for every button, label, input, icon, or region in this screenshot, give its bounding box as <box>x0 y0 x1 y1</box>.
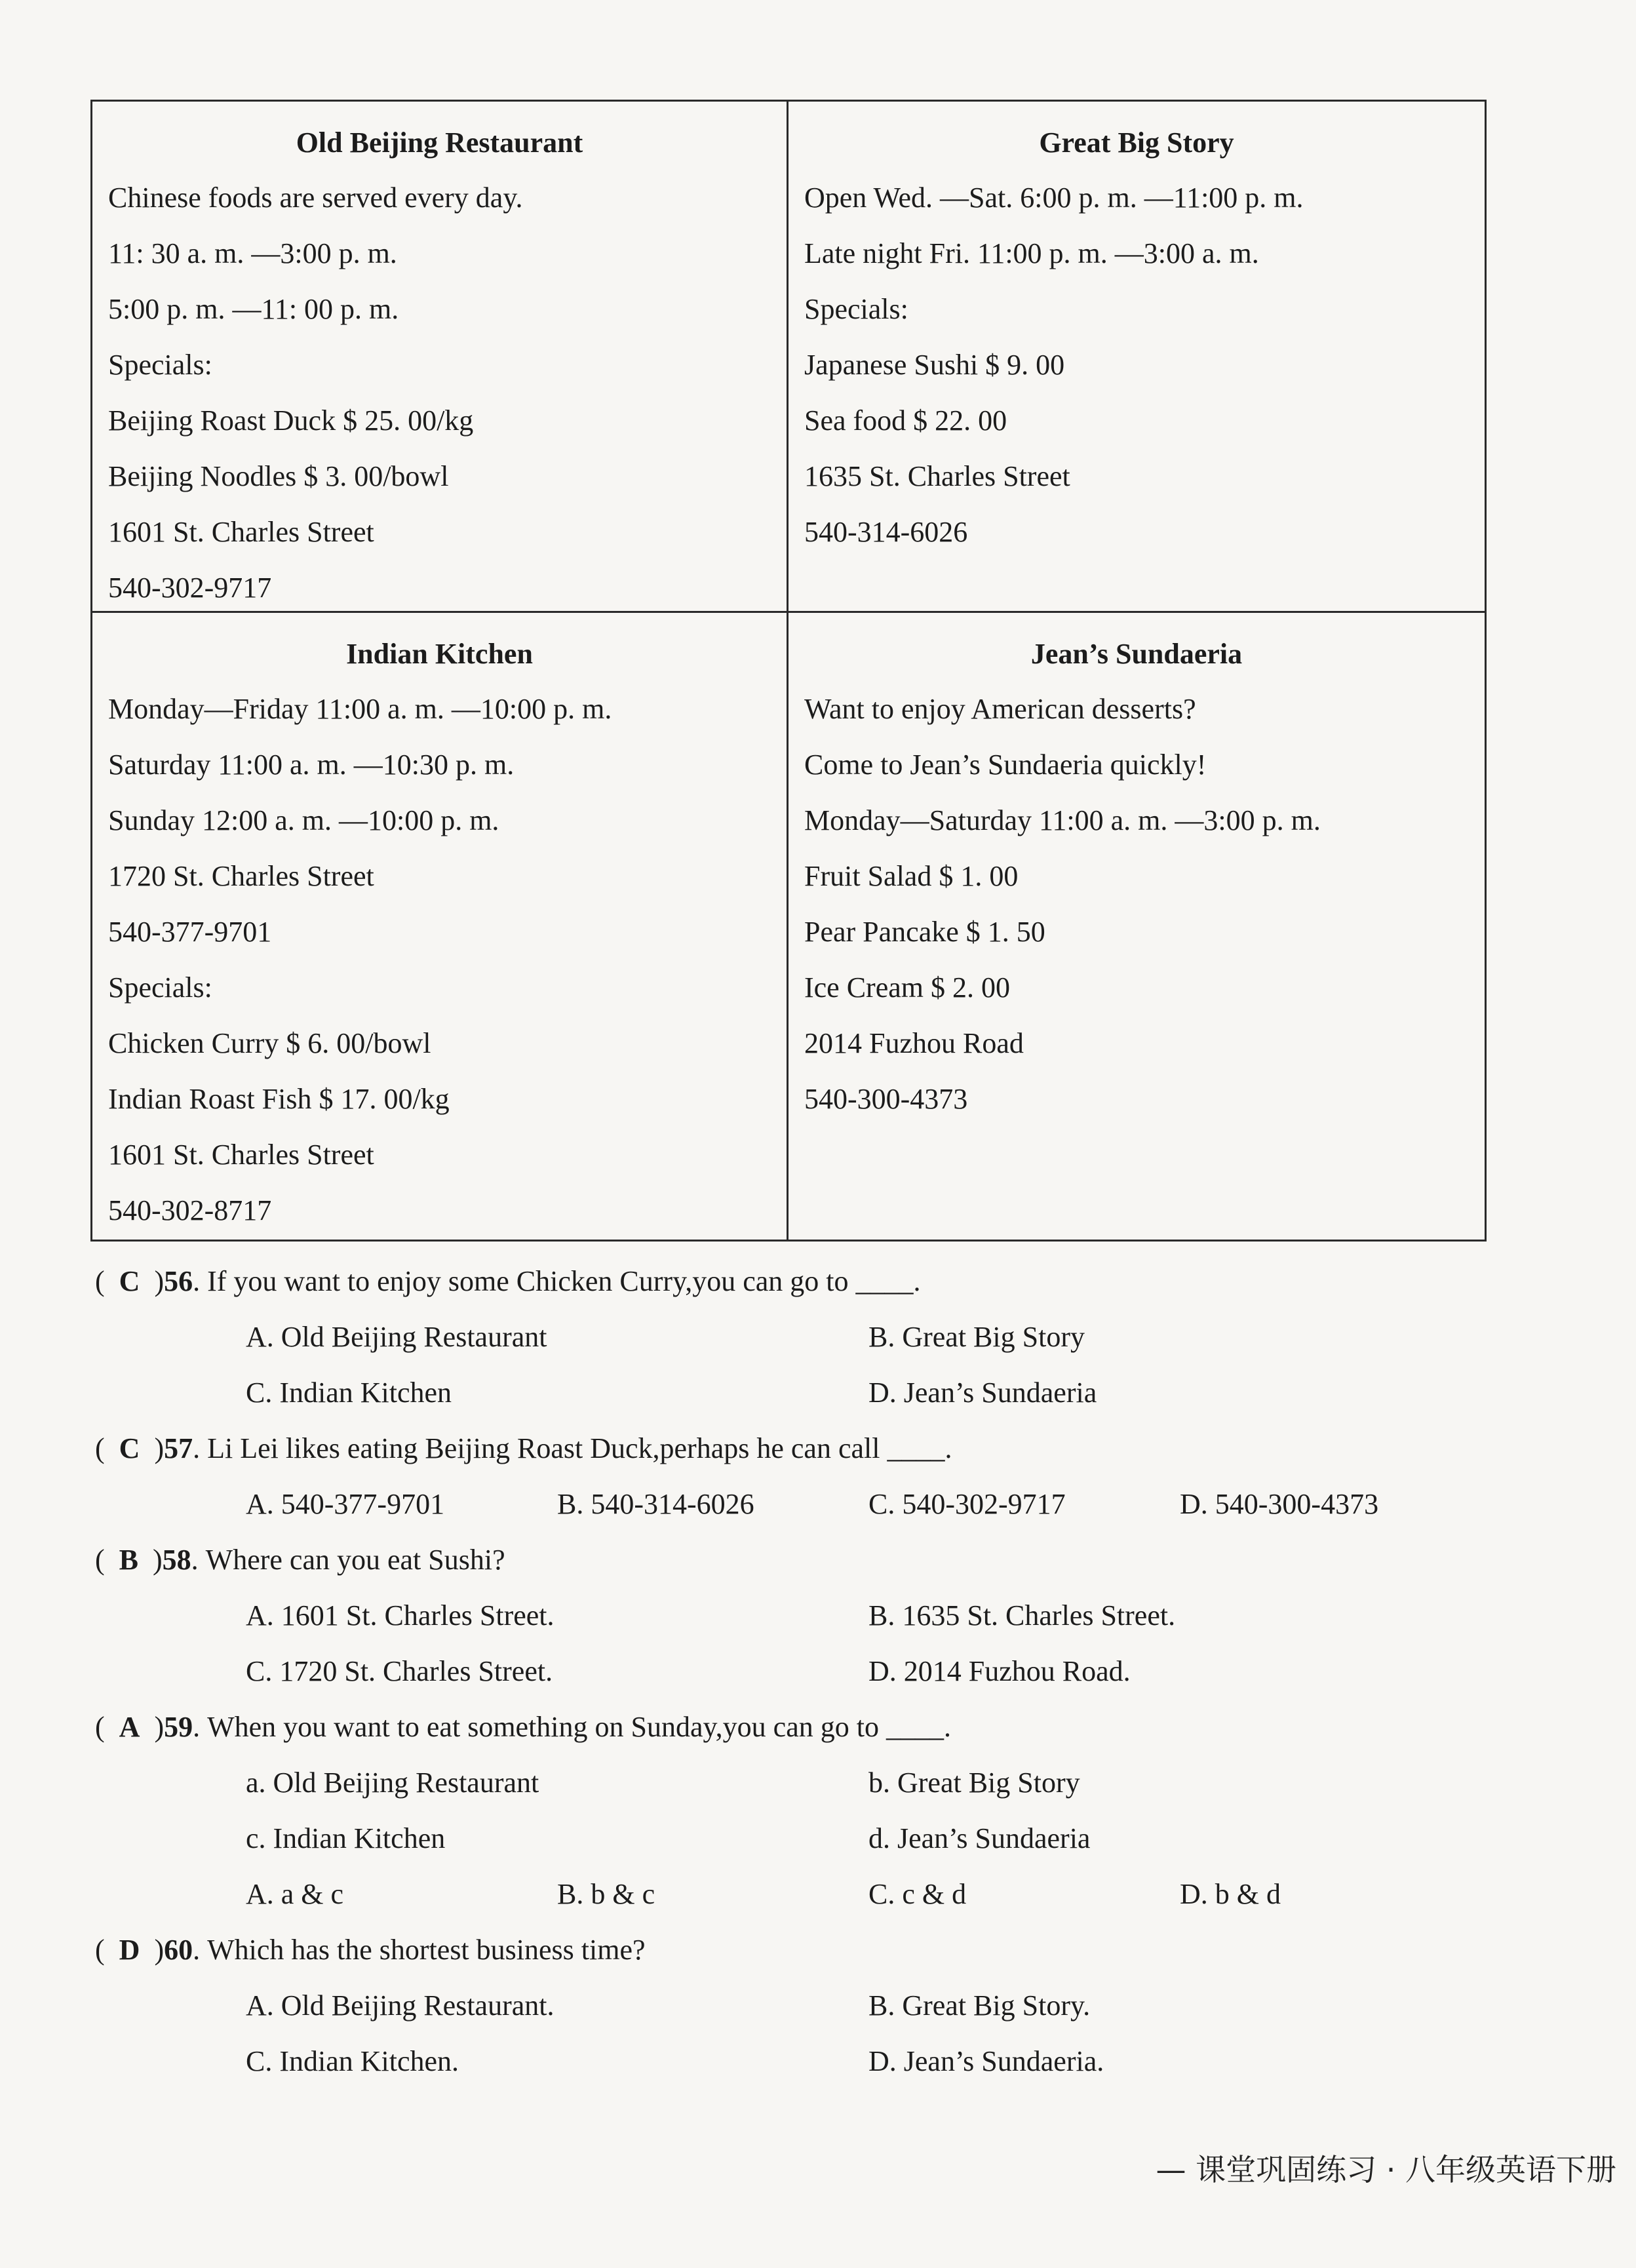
question-stem: Li Lei likes eating Beijing Roast Duck,perhaps he can call ____. <box>207 1432 952 1464</box>
info-line: Open Wed. —Sat. 6:00 p. m. —11:00 p. m. <box>804 182 1304 214</box>
answer-letter: B <box>119 1544 139 1576</box>
info-line: Come to Jean’s Sundaeria quickly! <box>804 749 1207 781</box>
restaurant-title: Old Beijing Restaurant <box>296 127 583 159</box>
option: C. 540-302-9717 <box>868 1488 1066 1520</box>
answer-paren: ( C )57. Li Lei likes eating Beijing Roast Duck,perhaps he can call ____. <box>95 1432 952 1464</box>
info-line: 540-377-9701 <box>108 916 272 948</box>
info-line: Chicken Curry $ 6. 00/bowl <box>108 1027 431 1059</box>
info-line: Monday—Friday 11:00 a. m. —10:00 p. m. <box>108 693 612 725</box>
option: B. 1635 St. Charles Street. <box>868 1599 1176 1632</box>
answer-paren: ( A )59. When you want to eat something on Sunday,you can go to ____. <box>95 1711 951 1743</box>
option: C. 1720 St. Charles Street. <box>246 1655 553 1687</box>
option-row <box>95 2033 1504 2089</box>
question-stem: If you want to enjoy some Chicken Curry,you can go to ____. <box>207 1265 921 1297</box>
info-line: Pear Pancake $ 1. 50 <box>804 916 1045 948</box>
question-stem: When you want to eat something on Sunday,you can go to ____. <box>207 1711 951 1743</box>
option-row <box>95 1309 1504 1365</box>
option: B. 540-314-6026 <box>557 1488 754 1520</box>
question-number: 59 <box>164 1711 193 1743</box>
option-row <box>95 1978 1504 2033</box>
option: D. b & d <box>1180 1878 1281 1910</box>
option-row <box>95 1755 1504 1810</box>
info-line: Ice Cream $ 2. 00 <box>804 971 1010 1004</box>
option: d. Jean’s Sundaeria <box>868 1822 1091 1854</box>
option-row <box>95 1866 1504 1922</box>
question-stem: Which has the shortest business time? <box>207 1934 646 1966</box>
option: D. Jean’s Sundaeria. <box>868 2045 1104 2077</box>
info-line: Want to enjoy American desserts? <box>804 693 1196 725</box>
option-row <box>95 1365 1504 1420</box>
answer-paren: ( C )56. If you want to enjoy some Chicken Curry,you can go to ____. <box>95 1265 921 1297</box>
question-list <box>95 1253 1504 2089</box>
info-line: 540-302-9717 <box>108 572 272 604</box>
info-line: Chinese foods are served every day. <box>108 182 523 214</box>
option: C. c & d <box>868 1878 967 1910</box>
option: D. Jean’s Sundaeria <box>868 1377 1097 1409</box>
restaurant-box-jeans-sundaeria <box>789 613 1485 1240</box>
question-58 <box>95 1532 1504 1588</box>
info-line: 540-302-8717 <box>108 1194 272 1226</box>
option: B. Great Big Story. <box>868 1989 1091 2022</box>
info-line: 1601 St. Charles Street <box>108 1139 374 1171</box>
info-line: 5:00 p. m. —11: 00 p. m. <box>108 293 399 325</box>
info-line: 1601 St. Charles Street <box>108 516 374 548</box>
info-line: Beijing Roast Duck $ 25. 00/kg <box>108 404 474 437</box>
info-line: Specials: <box>804 293 908 325</box>
question-59 <box>95 1699 1504 1755</box>
question-number: 58 <box>162 1544 191 1576</box>
info-line: 540-300-4373 <box>804 1083 968 1115</box>
restaurant-box-great-big-story <box>789 102 1485 613</box>
info-line: Specials: <box>108 349 212 381</box>
restaurant-title: Jean’s Sundaeria <box>1030 638 1243 670</box>
answer-paren: ( D )60. Which has the shortest business time? <box>95 1934 646 1966</box>
option-row <box>95 1588 1504 1643</box>
restaurant-box-old-beijing <box>92 102 789 613</box>
option: b. Great Big Story <box>868 1767 1080 1799</box>
option-row <box>95 1476 1504 1532</box>
info-line: Sunday 12:00 a. m. —10:00 p. m. <box>108 804 499 836</box>
question-number: 57 <box>164 1432 193 1464</box>
restaurant-box-indian-kitchen <box>92 613 789 1240</box>
info-line: 11: 30 a. m. —3:00 p. m. <box>108 237 397 269</box>
question-57 <box>95 1420 1504 1476</box>
info-line: Sea food $ 22. 00 <box>804 404 1007 437</box>
option-row <box>95 1810 1504 1866</box>
answer-letter: C <box>119 1265 140 1297</box>
question-56 <box>95 1253 1504 1309</box>
option: A. 1601 St. Charles Street. <box>246 1599 555 1632</box>
option: C. Indian Kitchen. <box>246 2045 459 2077</box>
option: C. Indian Kitchen <box>246 1377 452 1409</box>
option: D. 540-300-4373 <box>1180 1488 1379 1520</box>
page-footer: — 课堂巩固练习 · 八年级英语下册 <box>1156 2152 1616 2187</box>
option: A. 540-377-9701 <box>246 1488 445 1520</box>
answer-paren: ( B )58. Where can you eat Sushi? <box>95 1544 505 1576</box>
question-number: 56 <box>164 1265 193 1297</box>
info-line: 540-314-6026 <box>804 516 968 548</box>
option: a. Old Beijing Restaurant <box>246 1767 539 1799</box>
answer-letter: A <box>119 1711 140 1743</box>
info-line: Late night Fri. 11:00 p. m. —3:00 a. m. <box>804 237 1259 269</box>
info-line: Monday—Saturday 11:00 a. m. —3:00 p. m. <box>804 804 1321 836</box>
option: B. Great Big Story <box>868 1321 1085 1353</box>
info-line: 2014 Fuzhou Road <box>804 1027 1024 1059</box>
answer-letter: C <box>119 1432 140 1464</box>
question-stem: Where can you eat Sushi? <box>205 1544 505 1576</box>
info-line: 1635 St. Charles Street <box>804 460 1070 492</box>
info-line: Saturday 11:00 a. m. —10:30 p. m. <box>108 749 515 781</box>
restaurant-title: Great Big Story <box>1039 127 1234 159</box>
option: A. Old Beijing Restaurant. <box>246 1989 555 2022</box>
info-line: Indian Roast Fish $ 17. 00/kg <box>108 1083 450 1115</box>
restaurant-info-grid <box>90 100 1487 1242</box>
option: A. a & c <box>246 1878 344 1910</box>
option-row <box>95 1643 1504 1699</box>
info-line: Fruit Salad $ 1. 00 <box>804 860 1019 892</box>
info-line: Specials: <box>108 971 212 1004</box>
restaurant-title: Indian Kitchen <box>346 638 533 670</box>
option: D. 2014 Fuzhou Road. <box>868 1655 1131 1687</box>
option: c. Indian Kitchen <box>246 1822 446 1854</box>
option: A. Old Beijing Restaurant <box>246 1321 547 1353</box>
info-line: 1720 St. Charles Street <box>108 860 374 892</box>
answer-letter: D <box>119 1934 140 1966</box>
option: B. b & c <box>557 1878 655 1910</box>
question-60 <box>95 1922 1504 1978</box>
question-number: 60 <box>164 1934 193 1966</box>
info-line: Beijing Noodles $ 3. 00/bowl <box>108 460 449 492</box>
info-line: Japanese Sushi $ 9. 00 <box>804 349 1065 381</box>
